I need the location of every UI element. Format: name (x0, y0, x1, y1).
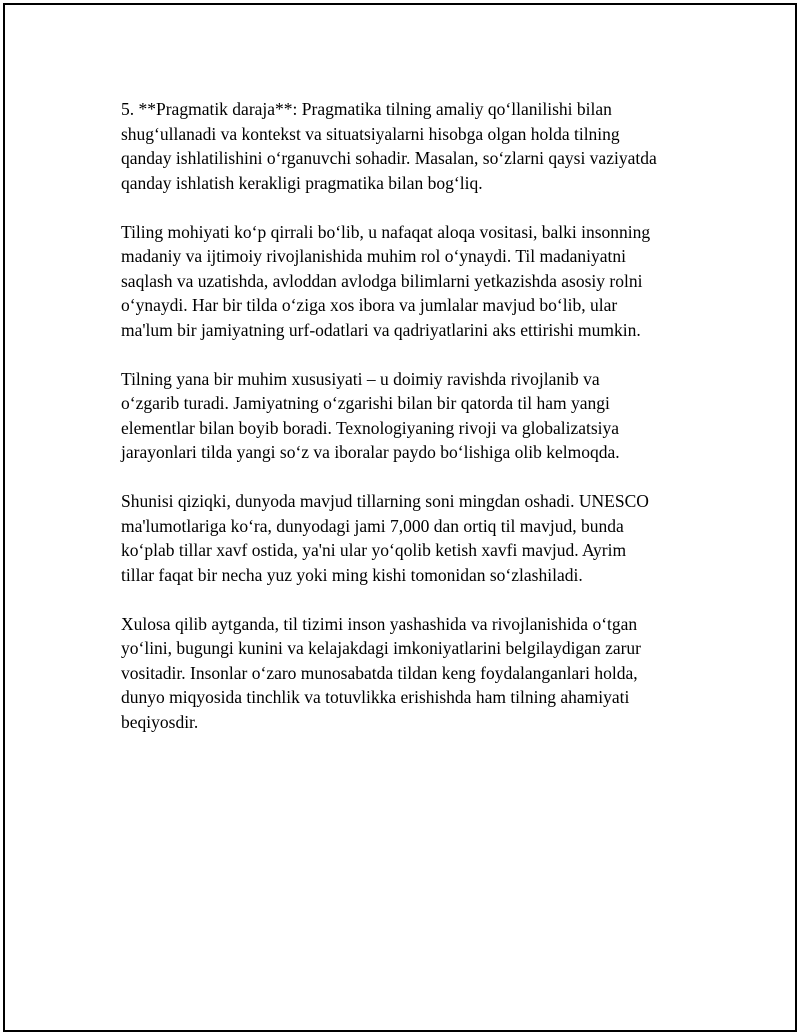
text-line: Tilning yana bir muhim xususiyati – u doimiy ravishda rivojlanib va (121, 368, 600, 389)
text-line: 5. **Pragmatik daraja**: Pragmatika tilning amaliy qo‘llanilishi bilan (121, 99, 612, 119)
text-line: ko‘plab tillar xavf ostida, ya'ni ular yo‘qolib ketish xavfi mavjud. Ayrim (121, 540, 627, 560)
text-line: saqlash va uzatishda, avloddan avlodga bilimlarni yetkazishda asosiy rolni (121, 270, 643, 291)
paragraph-til-mohiyati (121, 220, 711, 343)
text-line: vositadir. Insonlar o‘zaro munosabatda tildan keng foydalanganlari holda, (121, 662, 638, 683)
paragraph-xulosa (121, 612, 711, 735)
text-line: qanday ishlatilishini o‘rganuvchi sohadir. Masalan, so‘zlarni qaysi vaziyatda (121, 148, 657, 168)
document-body (121, 97, 711, 759)
text-line: Shunisi qiziqki, dunyoda mavjud tillarning soni mingdan oshadi. UNESCO (121, 491, 649, 511)
text-line: yo‘lini, bugungi kunini va kelajakdagi imkoniyatlarini belgilaydigan zarur (121, 638, 642, 658)
paragraph-pragmatik-daraja (121, 97, 711, 195)
text-line: qanday ishlatish kerakligi pragmatika bilan bog‘liq. (121, 172, 483, 193)
paragraph-tillar-soni (121, 489, 711, 587)
text-line: beqiyosdir. (121, 711, 199, 732)
text-line: tillar faqat bir necha yuz yoki ming kishi tomonidan so‘zlashiladi. (121, 564, 583, 585)
text-line: elementlar bilan boyib boradi. Texnologiyaning rivoji va globalizatsiya (121, 417, 620, 438)
text-line: shug‘ullanadi va kontekst va situatsiyalarni hisobga olgan holda tilning (121, 123, 620, 144)
text-line: o‘ynaydi. Har bir tilda o‘ziga xos ibora va jumlalar mavjud bo‘lib, ular (121, 295, 618, 315)
document-page (3, 3, 797, 1032)
text-line: Xulosa qilib aytganda, til tizimi inson yashashida va rivojlanishida o‘tgan (121, 613, 638, 634)
text-line: madaniy va ijtimoiy rivojlanishida muhim rol o‘ynaydi. Til madaniyatni (121, 246, 627, 266)
text-line: dunyo miqyosida tinchlik va totuvlikka erishishda ham tilning ahamiyati (121, 687, 630, 707)
text-line: ma'lumotlariga ko‘ra, dunyodagi jami 7,000 dan ortiq til mavjud, bunda (121, 515, 624, 536)
text-line: Tiling mohiyati ko‘p qirrali bo‘lib, u nafaqat aloqa vositasi, balki insonning (121, 221, 651, 242)
paragraph-til-rivojlanishi (121, 367, 711, 465)
text-line: o‘zgarib turadi. Jamiyatning o‘zgarishi bilan bir qatorda til ham yangi (121, 393, 610, 413)
text-line: jarayonlari tilda yangi so‘z va iboralar paydo bo‘lishiga olib kelmoqda. (121, 442, 620, 462)
text-line: ma'lum bir jamiyatning urf-odatlari va qadriyatlarini aks ettirishi mumkin. (121, 319, 641, 340)
